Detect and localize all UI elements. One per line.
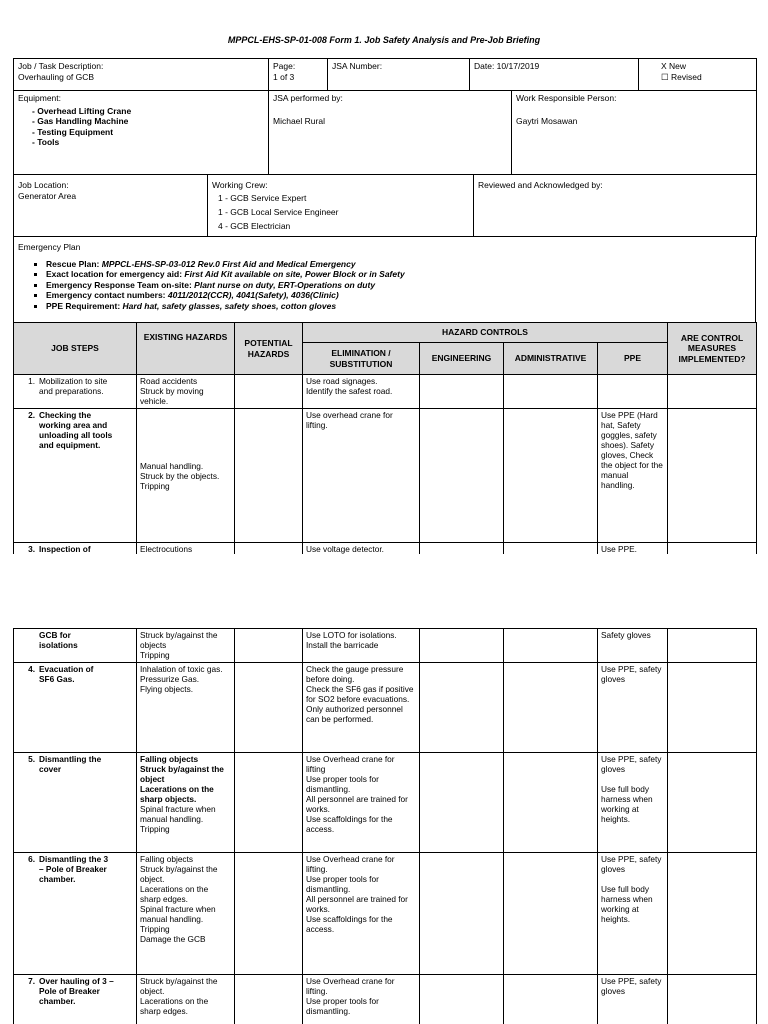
equipment-table (13, 90, 757, 175)
emergency-item-value: 4011/2012(CCR), 4041(Safety), 4036(Clinic) (167, 290, 339, 300)
ppe-cell: Safety gloves (598, 629, 668, 663)
emergency-item-label: PPE Requirement: (46, 300, 123, 311)
emergency-item-label: Emergency Response Team on-site: (46, 279, 195, 290)
potential-hazard-cell (235, 375, 303, 409)
existing-hazard-cell: Struck by/against the object. Lacerations on the sharp edges. (137, 975, 235, 1024)
equipment-list (18, 106, 264, 148)
step-text: Checking the working area and unloading all tools and equipment. (39, 410, 113, 450)
emergency-item (46, 290, 751, 301)
elimination-cell: Use Overhead crane for lifting Use proper tools for dismantling. All personnel are trained for works. Use scaffoldings for the access. (303, 753, 420, 853)
job-step-cell (14, 629, 137, 663)
date-cell (470, 59, 639, 91)
job-step-cell (14, 663, 137, 753)
existing-hazard-cell: Electrocutions (137, 543, 235, 555)
implemented-cell (668, 543, 757, 555)
step-number: 2. (28, 410, 35, 420)
performed-value: Michael Rural (273, 115, 325, 126)
job-task-cell (14, 59, 269, 91)
step-text: Dismantling the cover (39, 754, 102, 774)
col-job-steps: JOB STEPS (14, 323, 137, 375)
elimination-cell: Use LOTO for isolations. Install the barricade (303, 629, 420, 663)
revised-checkbox[interactable]: ☐ Revised (661, 71, 702, 82)
step-text: Inspection of (39, 544, 91, 554)
elimination-cell: Use road signages. Identify the safest road. (303, 375, 420, 409)
responsible-value: Gaytri Mosawan (516, 115, 578, 126)
emergency-item-value: MPPCL-EHS-SP-03-012 Rev.0 First Aid and Medical Emergency (101, 258, 356, 269)
new-revised-cell (639, 59, 757, 91)
administrative-cell (504, 663, 598, 753)
ppe-cell: Use PPE, safety gloves (598, 663, 668, 753)
emergency-item (46, 301, 751, 312)
col-potential-hazards: POTENTIAL HAZARDS (235, 323, 303, 375)
administrative-cell (504, 543, 598, 555)
administrative-cell (504, 409, 598, 543)
elimination-cell: Check the gauge pressure before doing. Check the SF6 gas if positive for SO2 before evacuations. Only authorized personnel can be performed. (303, 663, 420, 753)
elimination-cell: Use voltage detector. (303, 543, 420, 555)
equipment-label: Equipment: (18, 93, 61, 103)
job-step-cell (14, 753, 137, 853)
jsa-number-cell (328, 59, 470, 91)
administrative-cell (504, 753, 598, 853)
col-elimination: ELIMINATION / SUBSTITUTION (303, 343, 420, 375)
job-step-cell (14, 853, 137, 975)
page2-hazard-table (13, 628, 757, 1024)
existing-hazard-cell: Manual handling. Struck by the objects. Tripping (137, 409, 235, 543)
engineering-cell (420, 753, 504, 853)
page1-table-clip (0, 322, 768, 554)
equipment-item: - Gas Handling Machine (32, 116, 264, 127)
step-text: Over hauling of 3 – Pole of Breaker chamber. (39, 976, 114, 1006)
reviewed-label: Reviewed and Acknowledged by: (478, 180, 603, 190)
step-text: GCB for isolations (39, 630, 78, 650)
emergency-item (46, 269, 751, 280)
equipment-item: - Overhead Lifting Crane (32, 106, 264, 117)
administrative-cell (504, 975, 598, 1024)
ppe-cell: Use PPE (Hard hat, Safety goggles, safety shoes). Safety gloves, Check the object for the manual handling. (598, 409, 668, 543)
emergency-item (46, 259, 751, 270)
step-text: Evacuation of SF6 Gas. (39, 664, 94, 684)
step-text: Mobilization to site and preparations. (39, 376, 108, 396)
job-step-cell (14, 975, 137, 1024)
reviewed-cell (474, 175, 757, 237)
crew-item: 1 - GCB Service Expert (218, 192, 307, 203)
implemented-cell (668, 409, 757, 543)
col-existing-hazards: EXISTING HAZARDS (137, 323, 235, 375)
table-row (14, 975, 757, 1024)
step-number: 3. (28, 544, 35, 554)
elimination-cell: Use overhead crane for lifting. (303, 409, 420, 543)
emergency-item-value: Plant nurse on duty, ERT-Operations on duty (194, 279, 376, 290)
crew-cell (208, 175, 474, 237)
administrative-cell (504, 629, 598, 663)
potential-hazard-cell (235, 543, 303, 555)
crew-list (212, 191, 469, 233)
step-text: Dismantling the 3 – Pole of Breaker chamber. (39, 854, 109, 884)
new-label: X New (661, 61, 687, 71)
potential-hazard-cell (235, 663, 303, 753)
emergency-item-label: Exact location for emergency aid: (46, 269, 185, 279)
page-value: 1 of 3 (273, 71, 295, 82)
emergency-item-value: Hard hat, safety glasses, safety shoes, cotton gloves (122, 300, 337, 311)
potential-hazard-cell (235, 853, 303, 975)
engineering-cell (420, 853, 504, 975)
step-number: 5. (28, 754, 35, 764)
location-cell (14, 175, 208, 237)
implemented-cell (668, 753, 757, 853)
header-table (13, 58, 757, 91)
ppe-cell: Use PPE, safety gloves (598, 975, 668, 1024)
implemented-cell (668, 853, 757, 975)
ppe-cell: Use PPE. (598, 543, 668, 555)
performed-label: JSA performed by: (273, 93, 343, 103)
emergency-list (18, 259, 751, 312)
emergency-table (13, 236, 756, 323)
potential-hazard-cell (235, 753, 303, 853)
page1-hazard-table (13, 322, 757, 554)
engineering-cell (420, 663, 504, 753)
engineering-cell (420, 543, 504, 555)
emergency-item-value: First Aid Kit available on site, Power Block or in Safety (184, 269, 405, 279)
job-step-cell (14, 375, 137, 409)
step-number: 4. (28, 664, 35, 674)
existing-hazard-cell (137, 753, 235, 853)
implemented-cell (668, 629, 757, 663)
existing-hazard-cell: Road accidents Struck by moving vehicle. (137, 375, 235, 409)
col-administrative: ADMINISTRATIVE (504, 343, 598, 375)
page-cell (269, 59, 328, 91)
page-label: Page: (273, 61, 296, 71)
col-ppe: PPE (598, 343, 668, 375)
potential-hazard-cell (235, 629, 303, 663)
step-number: 6. (28, 854, 35, 864)
table-row (14, 663, 757, 753)
engineering-cell (420, 409, 504, 543)
table-row (14, 629, 757, 663)
existing-hazard-cell: Struck by/against the objects Tripping (137, 629, 235, 663)
implemented-cell (668, 663, 757, 753)
table-row (14, 375, 757, 409)
existing-hazard-bold: Falling objects Struck by/against the object Lacerations on the sharp objects. (140, 754, 224, 804)
existing-hazard-normal: Spinal fracture when manual handling. Tripping (140, 804, 216, 834)
existing-hazard-cell: Falling objects Struck by/against the object. Lacerations on the sharp edges. Spinal fracture when manual handling. Tripping Damage the GCB (137, 853, 235, 975)
engineering-cell (420, 975, 504, 1024)
table-row (14, 753, 757, 853)
col-controls-implemented: ARE CONTROL MEASURES IMPLEMENTED? (668, 323, 757, 375)
equipment-cell (14, 91, 269, 175)
responsible-label: Work Responsible Person: (516, 93, 617, 103)
emergency-item-label: Rescue Plan: (46, 258, 102, 269)
engineering-cell (420, 375, 504, 409)
crew-label: Working Crew: (212, 180, 268, 190)
job-label: Job / Task Description: (18, 61, 104, 71)
crew-item: 1 - GCB Local Service Engineer (218, 206, 339, 217)
location-value: Generator Area (18, 190, 77, 201)
ppe-cell: Use PPE, safety gloves Use full body harness when working at heights. (598, 753, 668, 853)
performed-cell (269, 91, 512, 175)
jsa-label: JSA Number: (332, 61, 383, 71)
page2-table-clip (0, 628, 768, 1024)
engineering-cell (420, 629, 504, 663)
equipment-item: - Testing Equipment (32, 127, 264, 138)
equipment-item: - Tools (32, 137, 264, 148)
col-hazard-controls: HAZARD CONTROLS (303, 323, 668, 343)
date-label: Date: 10/17/2019 (474, 61, 540, 71)
administrative-cell (504, 853, 598, 975)
ppe-cell (598, 375, 668, 409)
emergency-title: Emergency Plan (18, 242, 81, 252)
job-step-cell (14, 543, 137, 555)
table-row (14, 543, 757, 555)
step-number: 7. (28, 976, 35, 986)
elimination-cell: Use Overhead crane for lifting. Use proper tools for dismantling. All personnel are trained for works. Use scaffoldings for the access. (303, 853, 420, 975)
job-step-cell (14, 409, 137, 543)
existing-hazard-cell: Inhalation of toxic gas. Pressurize Gas. Flying objects. (137, 663, 235, 753)
location-label: Job Location: (18, 180, 69, 190)
job-value: Overhauling of GCB (18, 71, 95, 82)
potential-hazard-cell (235, 409, 303, 543)
ppe-cell: Use PPE, safety gloves Use full body harness when working at heights. (598, 853, 668, 975)
implemented-cell (668, 375, 757, 409)
col-engineering: ENGINEERING (420, 343, 504, 375)
table-row (14, 853, 757, 975)
implemented-cell (668, 975, 757, 1024)
elimination-cell: Use Overhead crane for lifting. Use proper tools for dismantling. (303, 975, 420, 1024)
document-title: MPPCL-EHS-SP-01-008 Form 1. Job Safety Analysis and Pre-Job Briefing (227, 35, 541, 45)
location-table (13, 174, 757, 237)
step-number: 1. (28, 376, 35, 386)
crew-item: 4 - GCB Electrician (218, 220, 291, 231)
emergency-item-label: Emergency contact numbers: (46, 290, 168, 300)
potential-hazard-cell (235, 975, 303, 1024)
table-row (14, 409, 757, 543)
administrative-cell (504, 375, 598, 409)
responsible-cell (512, 91, 757, 175)
emergency-cell (14, 237, 756, 323)
emergency-item (46, 280, 751, 291)
